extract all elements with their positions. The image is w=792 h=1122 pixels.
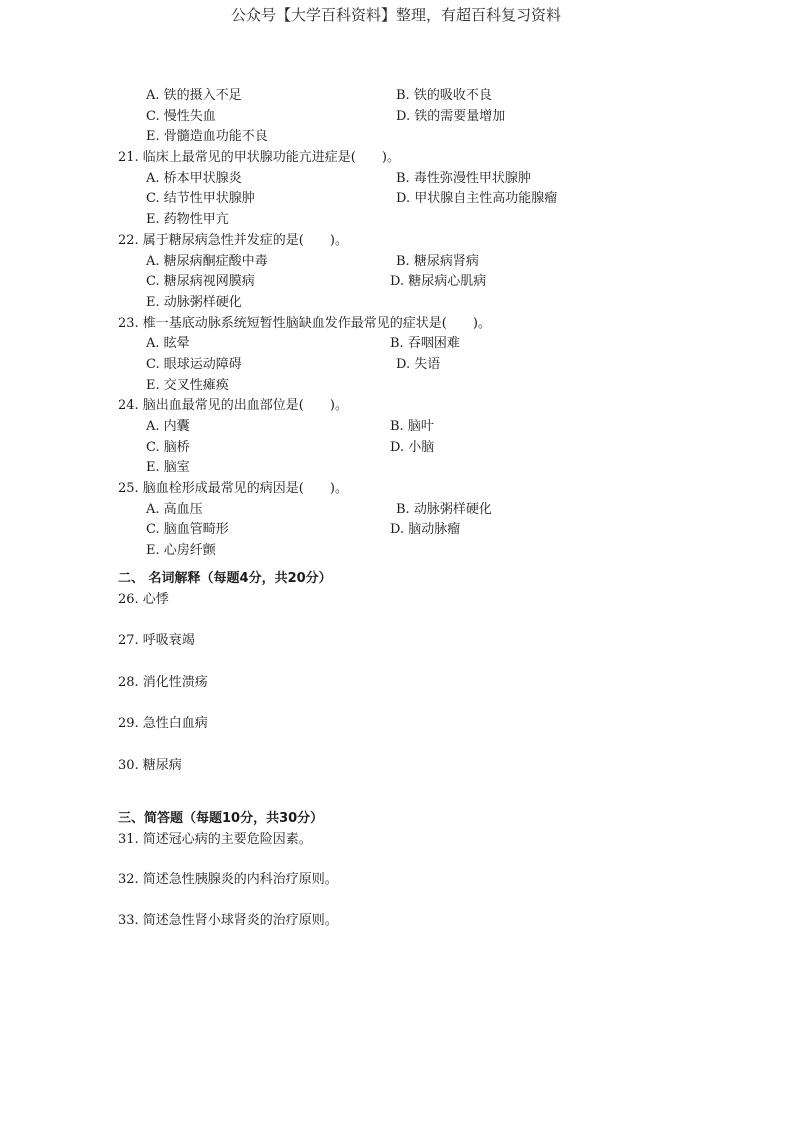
q24-option-c: C. 脑桥 [146, 439, 190, 455]
q23-option-e: E. 交叉性瘫痪 [146, 377, 229, 393]
q23-option-d: D. 失语 [396, 356, 441, 372]
q20-option-c: C. 慢性失血 [146, 108, 216, 124]
term-26: 26. 心悸 [118, 591, 169, 607]
q22-stem: 22. 属于糖尿病急性并发症的是( )。 [118, 232, 348, 248]
q22-option-b: B. 糖尿病肾病 [396, 253, 479, 269]
q24-option-e: E. 脑室 [146, 460, 190, 476]
q21-option-a: A. 桥本甲状腺炎 [146, 170, 242, 186]
q21-stem: 21. 临床上最常见的甲状腺功能亢进症是( )。 [118, 150, 400, 166]
q20-option-e: E. 骨髓造血功能不良 [146, 129, 268, 145]
q23-option-b: B. 吞咽困难 [390, 336, 460, 352]
q21-option-e: E. 药物性甲亢 [146, 212, 229, 228]
q25-option-d: D. 脑动脉瘤 [390, 522, 461, 538]
section-3-title: 三、简答题（每题10分，共30分） [118, 810, 324, 826]
q24-stem: 24. 脑出血最常见的出血部位是( )。 [118, 398, 348, 414]
short-answer-33: 33. 简述急性肾小球肾炎的治疗原则。 [118, 912, 338, 928]
q20-option-d: D. 铁的需要量增加 [396, 108, 506, 124]
q25-option-c: C. 脑血管畸形 [146, 522, 229, 538]
q23-stem: 23. 椎一基底动脉系统短暂性脑缺血发作最常见的症状是( )。 [118, 315, 491, 331]
q25-stem: 25. 脑血栓形成最常见的病因是( )。 [118, 481, 348, 497]
q22-option-c: C. 糖尿病视网膜病 [146, 274, 255, 290]
term-29: 29. 急性白血病 [118, 716, 208, 732]
q25-option-a: A. 高血压 [146, 501, 203, 517]
term-27: 27. 呼吸衰竭 [118, 633, 195, 649]
q23-option-c: C. 眼球运动障碍 [146, 356, 242, 372]
q20-options [118, 86, 718, 148]
q24-option-a: A. 内囊 [146, 419, 190, 434]
q24-option-d: D. 小脑 [390, 439, 435, 455]
term-28: 28. 消化性溃疡 [118, 674, 208, 690]
q22-option-a: A. 糖尿病酮症酸中毒 [146, 253, 268, 269]
section-2-title: 二、 名词解释（每题4分，共20分） [118, 570, 332, 586]
q25-option-b: B. 动脉粥样硬化 [396, 501, 492, 517]
short-answer-32: 32. 简述急性胰腺炎的内科治疗原则。 [118, 872, 338, 888]
q22-option-e: E. 动脉粥样硬化 [146, 294, 242, 310]
q22-option-d: D. 糖尿病心肌病 [390, 274, 487, 290]
q25-option-e: E. 心房纤颤 [146, 543, 216, 559]
q21-option-c: C. 结节性甲状腺肿 [146, 191, 255, 207]
short-answer-31: 31. 简述冠心病的主要危险因素。 [118, 831, 312, 847]
q24-option-b: B. 脑叶 [390, 419, 434, 434]
q21-option-d: D. 甲状腺自主性高功能腺瘤 [396, 191, 558, 207]
q20-option-b: B. 铁的吸收不良 [396, 88, 492, 103]
term-30: 30. 糖尿病 [118, 757, 182, 773]
page-header: 公众号【大学百科资料】整理，有超百科复习资料 [230, 6, 561, 24]
q23-option-a: A. 眩晕 [146, 336, 190, 352]
exam-content [118, 86, 718, 951]
q21-option-b: B. 毒性弥漫性甲状腺肿 [396, 170, 531, 186]
q20-option-a: A. 铁的摄入不足 [146, 88, 242, 103]
